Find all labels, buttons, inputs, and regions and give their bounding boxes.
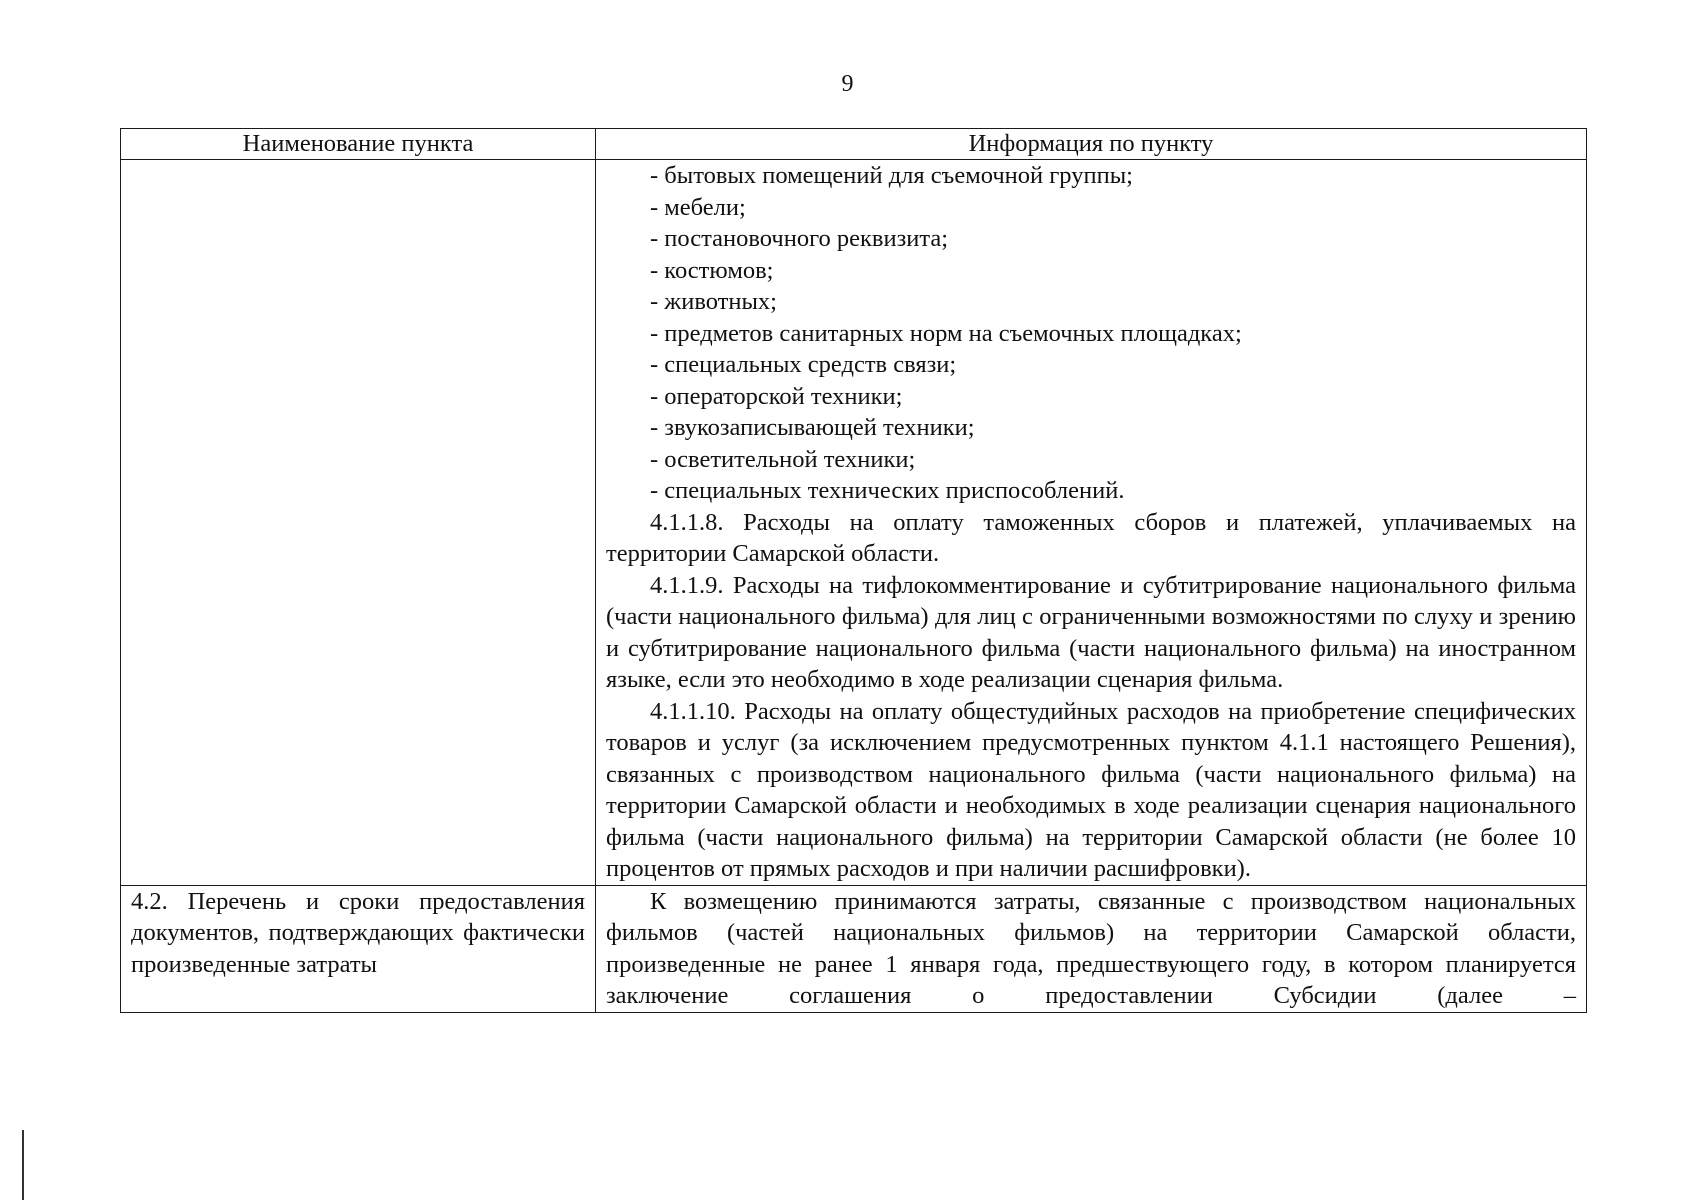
list-item: - костюмов; [650, 256, 774, 284]
row2-info-cell [596, 885, 1587, 1012]
item-name-4-2: 4.2. Перечень и сроки предоставления документов, подтверждающих фактически произведенные затраты [131, 887, 585, 978]
list-item: - предметов санитарных норм на съемочных площадках; [650, 319, 1242, 347]
table-row [121, 885, 1587, 1012]
paragraph-4-1-1-8: 4.1.1.8. Расходы на оплату таможенных сборов и платежей, уплачиваемых на территории Самарской области. [606, 508, 1576, 567]
table-row [121, 160, 1587, 886]
paragraph-4-2-info: К возмещению принимаются затраты, связанные с производством национальных фильмов (частей национальных фильмов) на территории Самарской области, произведенные не ранее 1 января года, предшествующего году, в котором планируется заключение соглашения о предоставлении Субсидии (далее – [606, 887, 1576, 1009]
page-number: 9 [841, 71, 854, 97]
list-item: - специальных технических приспособлений. [650, 477, 1125, 504]
list-item: - звукозаписывающей техники; [650, 414, 975, 441]
header-item-name: Наименование пункта [121, 129, 596, 160]
row1-info-cell [596, 160, 1587, 886]
table-header-row [121, 129, 1587, 160]
header-item-info: Информация по пункту [596, 129, 1587, 160]
scan-margin-line [22, 1130, 24, 1200]
document-table [120, 128, 1587, 1013]
row1-name-cell [121, 160, 596, 886]
paragraph-4-1-1-9: 4.1.1.9. Расходы на тифлокомментирование и субтитрирование национального фильма (части национального фильма) для лиц с ограниченными возможностями по слуху и зрению и субтитрирование национального фильма (части национального фильма) на иностранном языке, если это необходимо в ходе реализации сценария фильма. [606, 571, 1576, 693]
list-item: - бытовых помещений для съемочной группы; [650, 162, 1133, 189]
list-item: - животных; [650, 288, 777, 315]
list-item: - мебели; [650, 193, 746, 221]
row2-name-cell [121, 885, 596, 1012]
paragraph-4-1-1-10: 4.1.1.10. Расходы на оплату общестудийных расходов на приобретение специфических товаров и услуг (за исключением предусмотренных пунктом 4.1.1 настоящего Решения), связанных с производством национального фильма (части национального фильма) на территории Самарской области и необходимых в ходе реализации сценария национального фильма (части национального фильма) на территории Самарской области (не более 10 процентов от прямых расходов и при наличии расшифровки). [606, 697, 1576, 882]
list-item: - постановочного реквизита; [650, 225, 949, 252]
list-item: - специальных средств связи; [650, 351, 957, 378]
list-item: - операторской техники; [650, 382, 903, 410]
list-item: - осветительной техники; [650, 445, 916, 473]
